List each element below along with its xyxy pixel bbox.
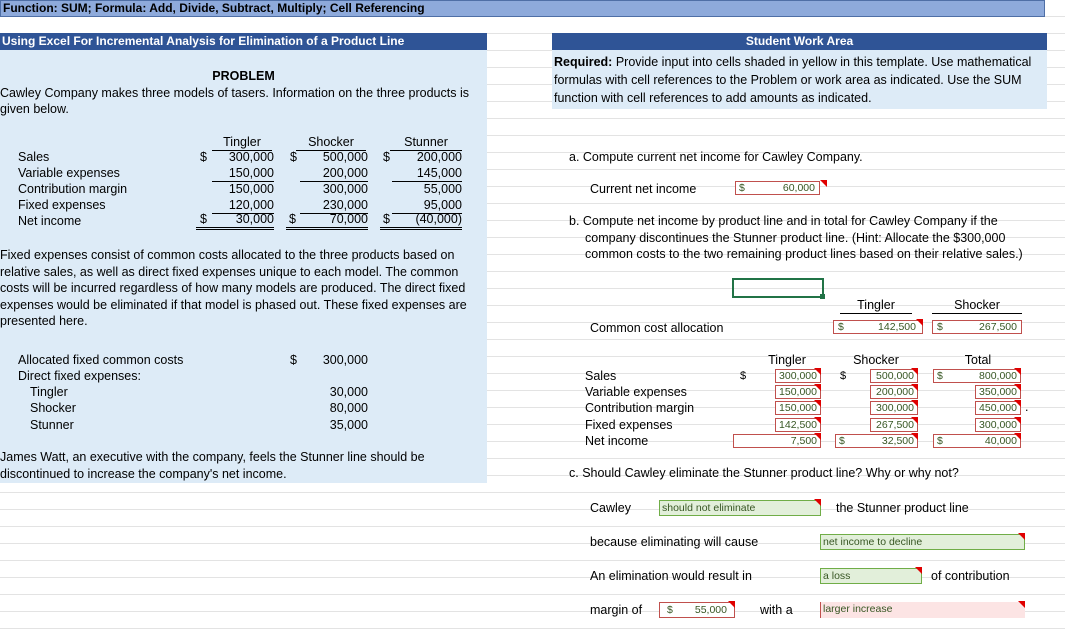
currency: $	[937, 321, 943, 333]
shocker-value: 70,000	[300, 211, 368, 230]
currency: $	[839, 435, 845, 447]
row-label: Net income	[18, 214, 82, 228]
direct-label: Direct fixed expenses:	[18, 369, 141, 383]
comment-marker-icon	[916, 319, 923, 326]
alloc-tingler-value: 142,500	[878, 321, 916, 333]
stunner-value: 95,000	[392, 197, 462, 214]
sheet-header: Function: SUM; Formula: Add, Divide, Subtract, Multiply; Cell Referencing	[0, 0, 1045, 17]
alloc-header-shocker: Shocker	[932, 297, 1022, 314]
comment-marker-icon	[814, 368, 821, 375]
table-header-tingler: Tingler	[768, 353, 806, 367]
problem-intro: Cawley Company makes three models of tasers. Information on the three products is given below.	[0, 86, 469, 116]
currency: $	[739, 182, 745, 194]
currency: $	[196, 211, 214, 230]
cell-value: 150,000	[779, 386, 817, 398]
table-header-shocker: Shocker	[853, 353, 899, 367]
total-sales-input[interactable]	[933, 369, 1021, 383]
comment-marker-icon	[1014, 400, 1021, 407]
currency: $	[937, 370, 943, 382]
direct-tingler-value: 30,000	[329, 385, 368, 399]
cell-value: 300,000	[979, 419, 1017, 431]
comment-marker-icon	[814, 400, 821, 407]
tingler-ni-input[interactable]	[733, 434, 821, 448]
currency: $	[840, 370, 847, 382]
c-tail3: of contribution	[931, 569, 1010, 583]
cell-value: 300,000	[779, 370, 817, 382]
c-margin-value: 55,000	[694, 604, 727, 616]
table-row-label: Net income	[585, 434, 649, 448]
common-cost-label: Common cost allocation	[590, 321, 724, 335]
part-b-label: b. Compute net income by product line and in total for Cawley Company if the company discontinues the Stunner product line. (Hint: Allocate the $300,000 common costs to the two remaining product lines based on their relative sales.)	[569, 214, 1023, 261]
c-answer-eliminate-select[interactable]: should not eliminate	[659, 500, 821, 516]
direct-stunner-value: 35,000	[329, 418, 368, 432]
tingler-value: 300,000	[228, 150, 274, 164]
stunner-value: 200,000	[416, 150, 462, 164]
closing-text: James Watt, an executive with the company, feels the Stunner line should be discontinued to increase the company's net income.	[0, 450, 425, 481]
cell-value: 800,000	[979, 370, 1017, 382]
allocated-currency: $	[290, 353, 297, 367]
comment-marker-icon	[1014, 368, 1021, 375]
cell-value: 150,000	[779, 402, 817, 414]
comment-marker-icon	[1014, 417, 1021, 424]
comment-marker-icon	[728, 601, 735, 608]
current-ni-input[interactable]	[735, 181, 820, 195]
comment-marker-icon	[814, 433, 821, 440]
shocker-value: 230,000	[300, 197, 368, 214]
table-row-label: Sales	[585, 369, 617, 383]
comment-marker-icon	[911, 417, 918, 424]
table-header-total: Total	[964, 353, 992, 367]
tingler-value: 150,000	[212, 165, 274, 182]
cell-value: 267,500	[876, 419, 914, 431]
alloc-shocker-input[interactable]	[932, 320, 1022, 334]
stunner-value: 145,000	[392, 165, 462, 182]
table-row-label: Contribution margin	[585, 401, 695, 415]
comment-marker-icon	[814, 417, 821, 424]
direct-shocker-label: Shocker	[30, 401, 76, 415]
currency: $	[937, 435, 943, 447]
cell-value: 200,000	[876, 386, 914, 398]
table-row-label: Fixed expenses	[585, 418, 673, 432]
currency: $	[286, 211, 302, 230]
problem-title-bar: Using Excel For Incremental Analysis for Elimination of a Product Line	[0, 33, 487, 50]
c-margin-input[interactable]	[659, 602, 735, 618]
comment-marker-icon	[915, 567, 922, 574]
currency: $	[667, 604, 673, 616]
required-body: Provide input into cells shaded in yellow in this template. Use mathematical formulas with cell references to the Problem or work area as indicated. Use the SUM function with cell references to add amounts as indicated.	[554, 55, 1032, 105]
comment-marker-icon	[814, 384, 821, 391]
c-cawley-label: Cawley	[590, 501, 631, 515]
problem-heading: PROBLEM	[212, 69, 275, 83]
c-margin-label: margin of	[590, 603, 643, 617]
total-ni-input[interactable]	[933, 434, 1021, 448]
alloc-tingler-input[interactable]	[833, 320, 923, 334]
direct-stunner-label: Stunner	[30, 418, 74, 432]
shocker-value: 200,000	[300, 165, 368, 182]
work-area-title: Student Work Area	[552, 33, 1047, 50]
required-label: Required:	[554, 55, 613, 69]
row-label: Contribution margin	[18, 182, 128, 196]
col-header-stunner: Stunner	[390, 134, 462, 151]
tingler-value: 150,000	[228, 182, 274, 196]
comment-marker-icon	[814, 499, 821, 506]
shocker-ni-input[interactable]	[835, 434, 918, 448]
cell-value: 32,500	[881, 435, 914, 447]
stunner-value: 55,000	[423, 182, 462, 196]
currency: $	[383, 150, 390, 164]
c-answer-loss-select[interactable]: a loss	[820, 568, 922, 584]
allocated-value: 300,000	[322, 353, 368, 367]
shocker-value: 300,000	[322, 182, 368, 196]
cell-value: 142,500	[779, 419, 817, 431]
currency: $	[740, 370, 747, 382]
required-text	[554, 53, 1046, 107]
comment-marker-icon	[911, 400, 918, 407]
stunner-value: (40,000)	[392, 211, 462, 230]
comment-marker-icon	[820, 180, 827, 187]
col-header-tingler: Tingler	[212, 134, 272, 151]
c-answer-increase-select[interactable]: larger increase	[820, 602, 1025, 618]
comment-marker-icon	[911, 368, 918, 375]
alloc-shocker-value: 267,500	[979, 321, 1017, 333]
row-label: Fixed expenses	[18, 198, 106, 212]
row-label: Sales	[18, 150, 50, 164]
part-c-label: c. Should Cawley eliminate the Stunner product line? Why or why not?	[569, 466, 959, 480]
comment-marker-icon	[1014, 384, 1021, 391]
selected-cell[interactable]	[732, 278, 824, 298]
part-a-label: a. Compute current net income for Cawley Company.	[569, 150, 863, 164]
col-header-shocker: Shocker	[296, 134, 366, 151]
cell-value: 300,000	[876, 402, 914, 414]
c-answer-reason-select[interactable]: net income to decline	[820, 534, 1025, 550]
c-tail1: the Stunner product line	[836, 501, 969, 515]
comment-marker-icon	[911, 384, 918, 391]
row-label: Variable expenses	[18, 166, 120, 180]
selection-handle[interactable]	[820, 294, 825, 299]
cell-value: 7,500	[790, 435, 817, 447]
c-because-label: because eliminating will cause	[590, 535, 759, 549]
tingler-value: 30,000	[212, 211, 274, 230]
direct-tingler-label: Tingler	[30, 385, 68, 399]
fixed-expenses-text: Fixed expenses consist of common costs allocated to the three products based on relative sales, as well as direct fixed expenses unique to each model. The common costs will be incurred regardless of how many models are produced. The direct fixed expenses would be eliminated if that model is phased out. These fixed expenses are presented here.	[0, 248, 467, 328]
shocker-value: 500,000	[322, 150, 368, 164]
cell-value: 450,000	[979, 402, 1017, 414]
allocated-label: Allocated fixed common costs	[18, 353, 184, 367]
currency: $	[380, 211, 394, 230]
current-ni-value: 60,000	[782, 182, 815, 194]
cell-value: 500,000	[876, 370, 914, 382]
comment-marker-icon	[1018, 601, 1025, 608]
trailing-dot: .	[1025, 400, 1029, 414]
currency: $	[838, 321, 844, 333]
c-elim-label: An elimination would result in	[590, 569, 752, 583]
comment-marker-icon	[911, 433, 918, 440]
currency: $	[290, 150, 297, 164]
c-with-label: with a	[760, 603, 793, 617]
tingler-value: 120,000	[212, 197, 274, 214]
current-ni-label: Current net income	[590, 182, 697, 196]
table-row-label: Variable expenses	[585, 385, 687, 399]
comment-marker-icon	[1018, 533, 1025, 540]
cell-value: 350,000	[979, 386, 1017, 398]
alloc-header-tingler: Tingler	[840, 297, 912, 314]
comment-marker-icon	[1014, 433, 1021, 440]
cell-value: 40,000	[984, 435, 1017, 447]
direct-shocker-value: 80,000	[329, 401, 368, 415]
currency: $	[200, 150, 207, 164]
